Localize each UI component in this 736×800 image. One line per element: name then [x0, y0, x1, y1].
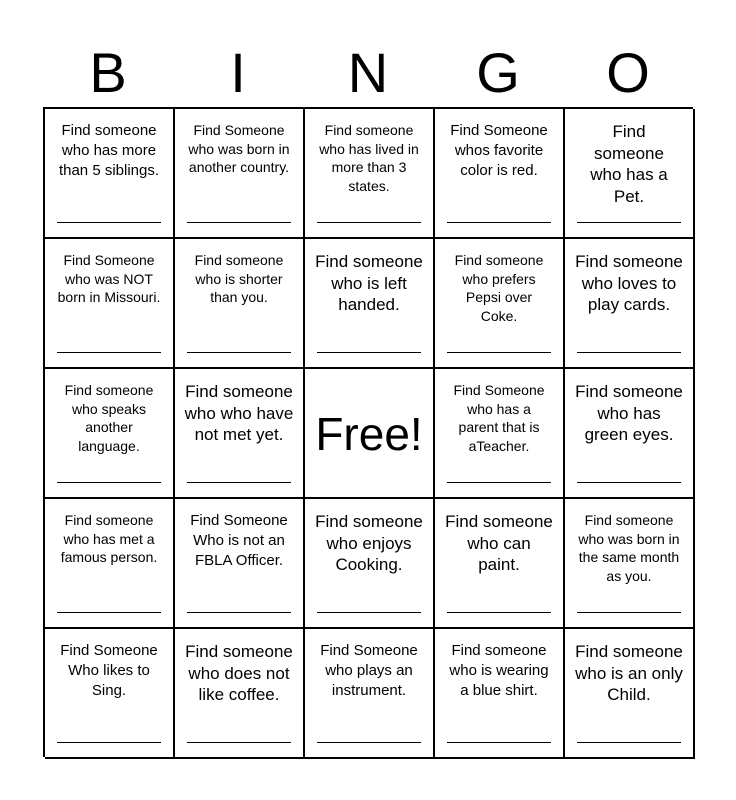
- signature-line[interactable]: [317, 352, 421, 353]
- bingo-cell-prompt: Find Someone Who likes to Sing.: [60, 642, 158, 699]
- signature-line[interactable]: [187, 612, 291, 613]
- bingo-cell-prompt: Find someone who has green eyes.: [575, 382, 683, 444]
- bingo-cell-prompt: Find someone who has a Pet.: [590, 122, 668, 206]
- signature-line[interactable]: [57, 612, 161, 613]
- bingo-cell[interactable]: [305, 239, 435, 369]
- bingo-cell[interactable]: [45, 629, 175, 759]
- bingo-cell[interactable]: [305, 629, 435, 759]
- signature-line[interactable]: [577, 612, 681, 613]
- signature-line[interactable]: [57, 482, 161, 483]
- signature-line[interactable]: [447, 612, 551, 613]
- signature-line[interactable]: [317, 222, 421, 223]
- bingo-cell[interactable]: [565, 629, 695, 759]
- bingo-cell[interactable]: [175, 629, 305, 759]
- header-letter-n: N: [347, 41, 389, 104]
- bingo-cell[interactable]: [305, 109, 435, 239]
- bingo-cell[interactable]: [435, 369, 565, 499]
- bingo-cell-prompt: Find Someone who was NOT born in Missouri.: [57, 252, 161, 305]
- bingo-cell[interactable]: [175, 499, 305, 629]
- bingo-cell-prompt: Find someone who is left handed.: [315, 252, 423, 314]
- bingo-cell-prompt: Find someone who was born in the same month as you.: [578, 512, 680, 584]
- bingo-cell[interactable]: [565, 239, 695, 369]
- bingo-cell[interactable]: [175, 239, 305, 369]
- bingo-cell-prompt: Find Someone who has a parent that is aTeacher.: [453, 382, 545, 454]
- bingo-grid: [43, 107, 693, 757]
- bingo-cell[interactable]: [45, 499, 175, 629]
- header-letter-g: G: [476, 41, 520, 104]
- bingo-cell[interactable]: [565, 109, 695, 239]
- signature-line[interactable]: [577, 482, 681, 483]
- signature-line[interactable]: [447, 742, 551, 743]
- free-space-cell[interactable]: [305, 369, 435, 499]
- bingo-cell-prompt: Find someone who does not like coffee.: [185, 642, 293, 704]
- signature-line[interactable]: [447, 222, 551, 223]
- signature-line[interactable]: [187, 742, 291, 743]
- header-letter-o: O: [606, 41, 650, 104]
- signature-line[interactable]: [187, 222, 291, 223]
- bingo-cell[interactable]: [45, 369, 175, 499]
- bingo-cell-prompt: Find Someone Who is not an FBLA Officer.: [190, 512, 288, 569]
- bingo-cell[interactable]: [435, 239, 565, 369]
- signature-line[interactable]: [447, 482, 551, 483]
- bingo-cell[interactable]: [305, 499, 435, 629]
- bingo-cell-prompt: Find someone who is an only Child.: [575, 642, 683, 704]
- header-letter-i: I: [230, 41, 246, 104]
- signature-line[interactable]: [317, 612, 421, 613]
- signature-line[interactable]: [187, 482, 291, 483]
- bingo-cell[interactable]: [565, 499, 695, 629]
- signature-line[interactable]: [57, 352, 161, 353]
- signature-line[interactable]: [57, 742, 161, 743]
- signature-line[interactable]: [577, 742, 681, 743]
- bingo-cell-prompt: Find someone who has more than 5 siblings.: [58, 122, 160, 179]
- signature-line[interactable]: [57, 222, 161, 223]
- header-letter-b: B: [89, 41, 127, 104]
- bingo-cell-prompt: Find Someone who was born in another country.: [188, 122, 290, 175]
- bingo-cell-prompt: Find someone who who have not met yet.: [184, 382, 294, 444]
- bingo-cell-prompt: Find someone who loves to play cards.: [575, 252, 683, 314]
- bingo-cell-prompt: Find someone who has met a famous person.: [60, 512, 158, 565]
- signature-line[interactable]: [187, 352, 291, 353]
- signature-line[interactable]: [577, 352, 681, 353]
- signature-line[interactable]: [447, 352, 551, 353]
- free-space-label: Free!: [315, 408, 423, 460]
- bingo-cell-prompt: Find someone who can paint.: [445, 512, 553, 574]
- bingo-cell-prompt: Find Someone who plays an instrument.: [320, 642, 418, 699]
- bingo-cell[interactable]: [45, 109, 175, 239]
- bingo-cell[interactable]: [175, 109, 305, 239]
- bingo-cell-prompt: Find someone who is wearing a blue shirt.: [449, 642, 549, 699]
- bingo-header: [43, 38, 693, 108]
- signature-line[interactable]: [317, 742, 421, 743]
- bingo-cell-prompt: Find someone who prefers Pepsi over Coke.: [454, 252, 544, 324]
- bingo-cell-prompt: Find someone who has lived in more than 3 states.: [319, 122, 419, 194]
- bingo-cell-prompt: Find someone who enjoys Cooking.: [315, 512, 423, 574]
- bingo-cell[interactable]: [175, 369, 305, 499]
- bingo-cell[interactable]: [565, 369, 695, 499]
- bingo-cell-prompt: Find someone who speaks another language.: [64, 382, 154, 454]
- bingo-cell[interactable]: [45, 239, 175, 369]
- bingo-cell[interactable]: [435, 109, 565, 239]
- bingo-cell-prompt: Find Someone whos favorite color is red.: [450, 122, 548, 179]
- bingo-cell-prompt: Find someone who is shorter than you.: [194, 252, 284, 305]
- signature-line[interactable]: [577, 222, 681, 223]
- bingo-cell[interactable]: [435, 629, 565, 759]
- bingo-cell[interactable]: [435, 499, 565, 629]
